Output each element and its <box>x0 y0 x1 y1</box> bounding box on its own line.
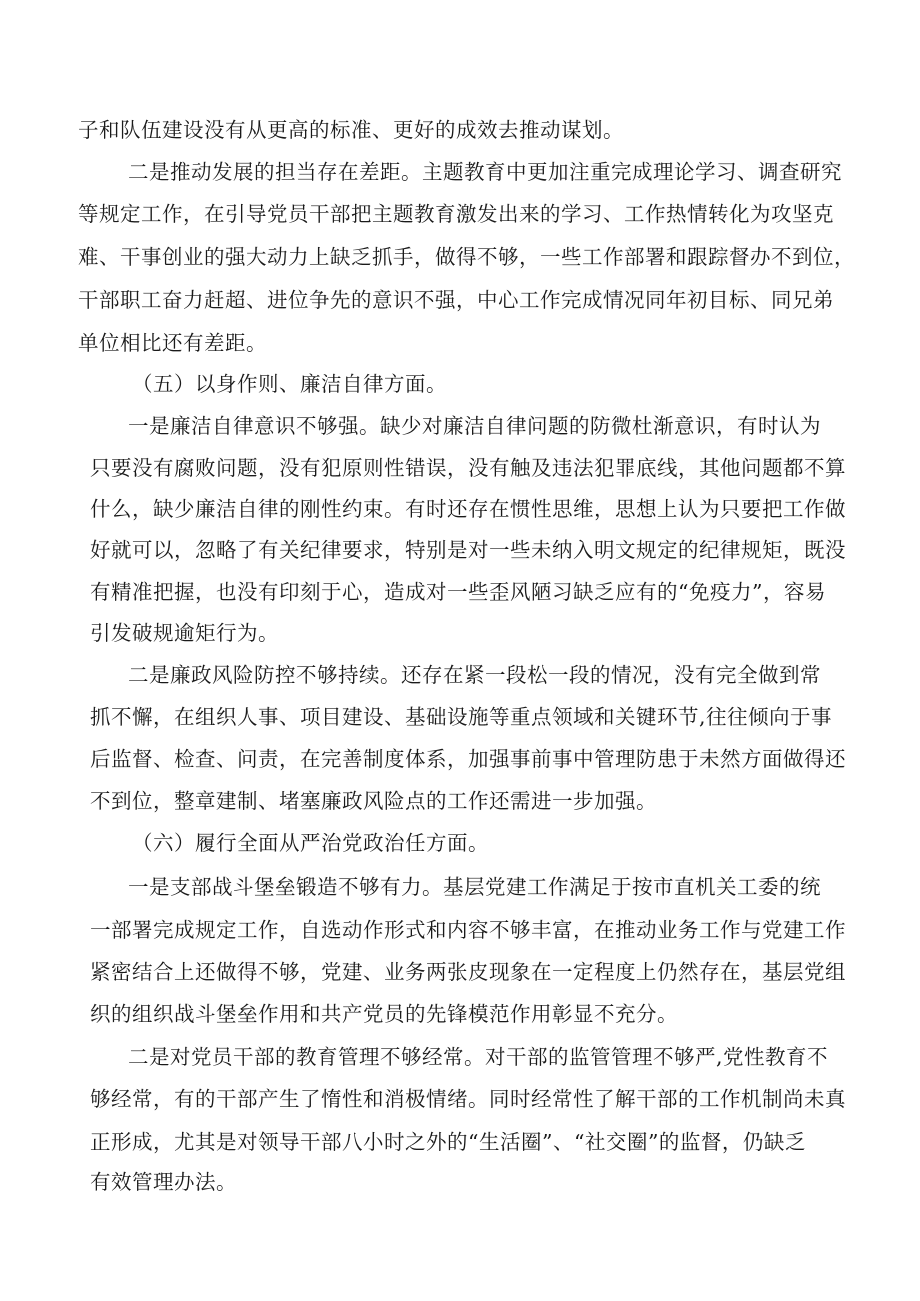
text-line: 一是支部战斗堡垒锻造不够有力。基层党建工作满足于按市直机关工委的统 <box>128 875 821 899</box>
text-line: 二是廉政风险防控不够持续。还存在紧一段松一段的情况，没有完全做到常 <box>128 663 821 687</box>
section-heading: （六）履行全面从严治党政治任方面。 <box>132 831 489 855</box>
text-line: 一部署完成规定工作，自选动作形式和内容不够丰富，在推动业务工作与党建工作 <box>90 918 846 942</box>
section-heading: （五）以身作则、廉洁自律方面。 <box>132 372 447 396</box>
text-line: 等规定工作，在引导党员干部把主题教育激发出来的学习、工作热情转化为攻坚克 <box>78 202 834 226</box>
text-line: 抓不懈，在组织人事、项目建设、基础设施等重点领域和关键环节,往往倾向于事 <box>90 705 833 729</box>
text-line: 够经常，有的干部产生了惰性和消极情绪。同时经常性了解干部的工作机制尚未真 <box>90 1087 846 1111</box>
text-line: 后监督、检查、问责，在完善制度体系，加强事前事中管理防患于未然方面做得还 <box>90 747 846 771</box>
text-line: 引发破规逾矩行为。 <box>90 621 279 645</box>
text-line: 有效管理办法。 <box>90 1170 237 1194</box>
text-line: 单位相比还有差距。 <box>78 331 267 355</box>
text-line: 正形成，尤其是对领导干部八小时之外的“生活圈”、“社交圈”的监督，仍缺乏 <box>90 1130 806 1154</box>
text-line: 什么，缺少廉洁自律的刚性约束。有时还存在惯性思维，思想上认为只要把工作做 <box>90 497 846 521</box>
text-line: 不到位，整章建制、堵塞廉政风险点的工作还需进一步加强。 <box>90 789 657 813</box>
text-line: 紧密结合上还做得不够，党建、业务两张皮现象在一定程度上仍然存在，基层党组 <box>90 960 846 984</box>
text-line: 子和队伍建设没有从更高的标准、更好的成效去推动谋划。 <box>78 118 624 142</box>
text-line: 难、干事创业的强大动力上缺乏抓手，做得不够，一些工作部署和跟踪督办不到位， <box>78 245 855 269</box>
text-line: 二是对党员干部的教育管理不够经常。对干部的监管管理不够严,党性教育不 <box>128 1045 829 1069</box>
text-line: 干部职工奋力赶超、进位争先的意识不强，中心工作完成情况同年初目标、同兄弟 <box>78 288 834 312</box>
text-line: 好就可以，忽略了有关纪律要求，特别是对一些未纳入明文规定的纪律规矩，既没 <box>90 538 846 562</box>
text-line: 二是推动发展的担当存在差距。主题教育中更加注重完成理论学习、调查研究 <box>128 160 842 184</box>
text-line: 一是廉洁自律意识不够强。缺少对廉洁自律问题的防微杜渐意识，有时认为 <box>128 414 821 438</box>
text-line: 有精准把握，也没有印刻于心，造成对一些歪风陋习缺乏应有的“免疫力”，容易 <box>90 580 826 604</box>
text-line: 只要没有腐败问题，没有犯原则性错误，没有触及违法犯罪底线，其他问题都不算 <box>90 456 846 480</box>
text-line: 织的组织战斗堡垒作用和共产党员的先锋模范作用彰显不充分。 <box>90 1002 678 1026</box>
